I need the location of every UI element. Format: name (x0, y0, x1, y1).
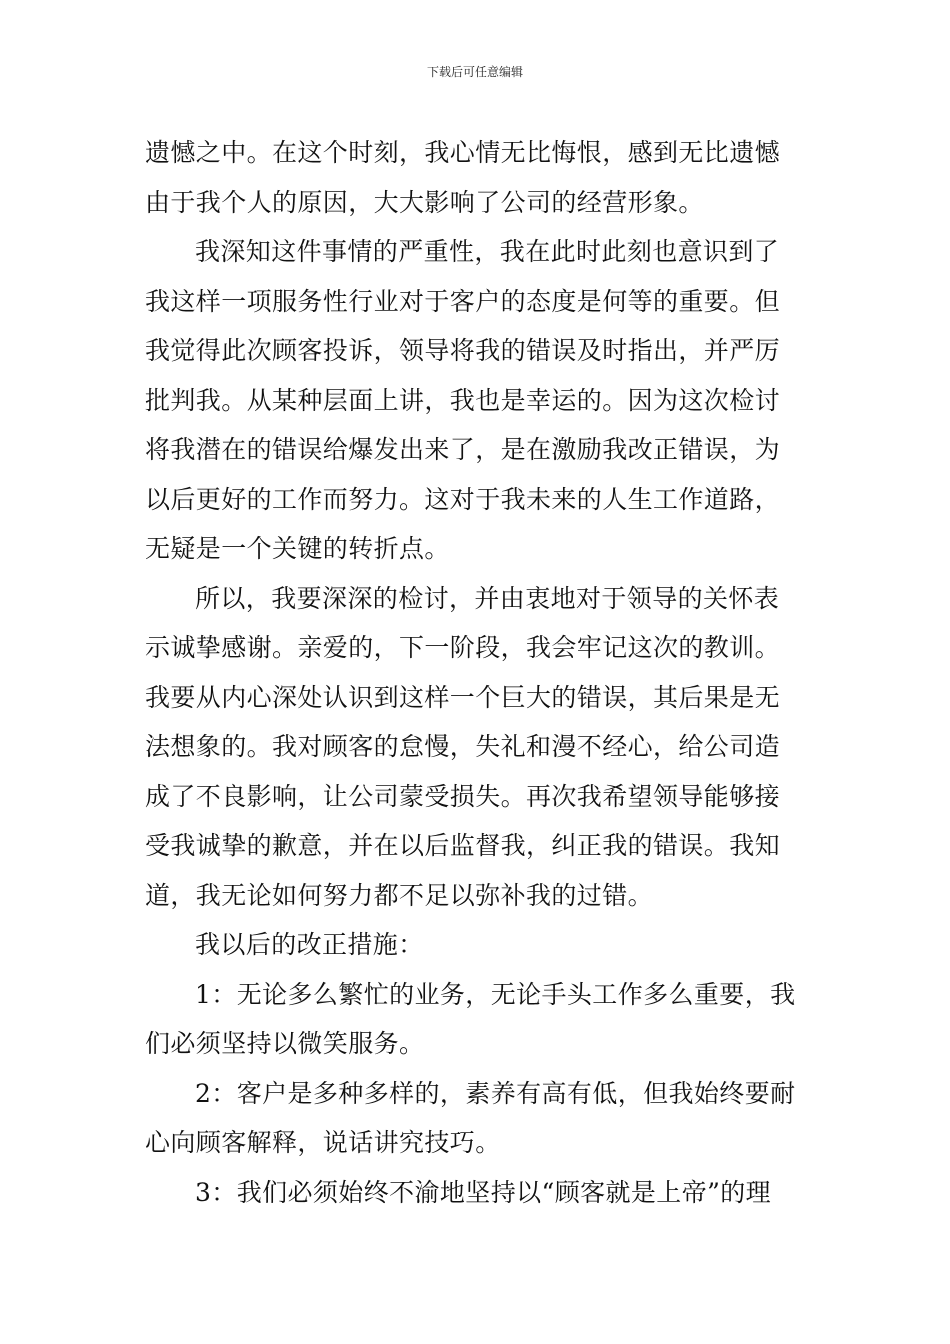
page-header: 下载后可任意编辑 (426, 65, 523, 79)
text-line: 所以，我要深深的检讨，并由衷地对于领导的关怀表 (195, 583, 780, 613)
text-line: 心向顾客解释，说话讲究技巧。 (145, 1128, 501, 1157)
text-line: 我觉得此次顾客投诉，领导将我的错误及时指出，并严厉 (145, 336, 781, 365)
text-line: 无疑是一个关键的转折点。 (145, 534, 450, 563)
text-line: 们必须坚持以微笑服务。 (145, 1029, 425, 1058)
text-line: 由于我个人的原因，大大影响了公司的经营形象。 (145, 187, 704, 217)
text-line: 我要从内心深处认识到这样一个巨大的错误，其后果是无 (145, 682, 781, 712)
text-line: 1：无论多么繁忙的业务，无论手头工作多么重要，我 (195, 979, 796, 1009)
text-line: 成了不良影响，让公司蒙受损失。再次我希望领导能够接 (145, 781, 781, 811)
text-line: 我深知这件事情的严重性，我在此时此刻也意识到了 (195, 237, 780, 266)
text-line: 3：我们必须始终不渝地坚持以“顾客就是上帝”的理 (195, 1177, 772, 1207)
text-line: 我这样一项服务性行业对于客户的态度是何等的重要。但 (145, 286, 781, 316)
text-line: 将我潜在的错误给爆发出来了，是在激励我改正错误，为 (145, 435, 781, 464)
text-line: 2：客户是多种多样的，素养有高有低，但我始终要耐 (195, 1078, 796, 1108)
text-line: 以后更好的工作而努力。这对于我未来的人生工作道路， (145, 484, 781, 514)
document-body (145, 128, 810, 1217)
text-line: 示诚挚感谢。亲爱的，下一阶段，我会牢记这次的教训。 (145, 633, 781, 662)
text-line: 受我诚挚的歉意，并在以后监督我，纠正我的错误。我知 (145, 831, 781, 860)
text-line: 遗憾之中。在这个时刻，我心情无比悔恨，感到无比遗憾 (145, 138, 781, 167)
text-line: 道，我无论如何努力都不足以弥补我的过错。 (145, 880, 654, 910)
text-line: 我以后的改正措施： (195, 930, 424, 959)
text-line: 法想象的。我对顾客的怠慢，失礼和漫不经心，给公司造 (145, 732, 781, 761)
text-line: 批判我。从某种层面上讲，我也是幸运的。因为这次检讨 (145, 385, 781, 415)
